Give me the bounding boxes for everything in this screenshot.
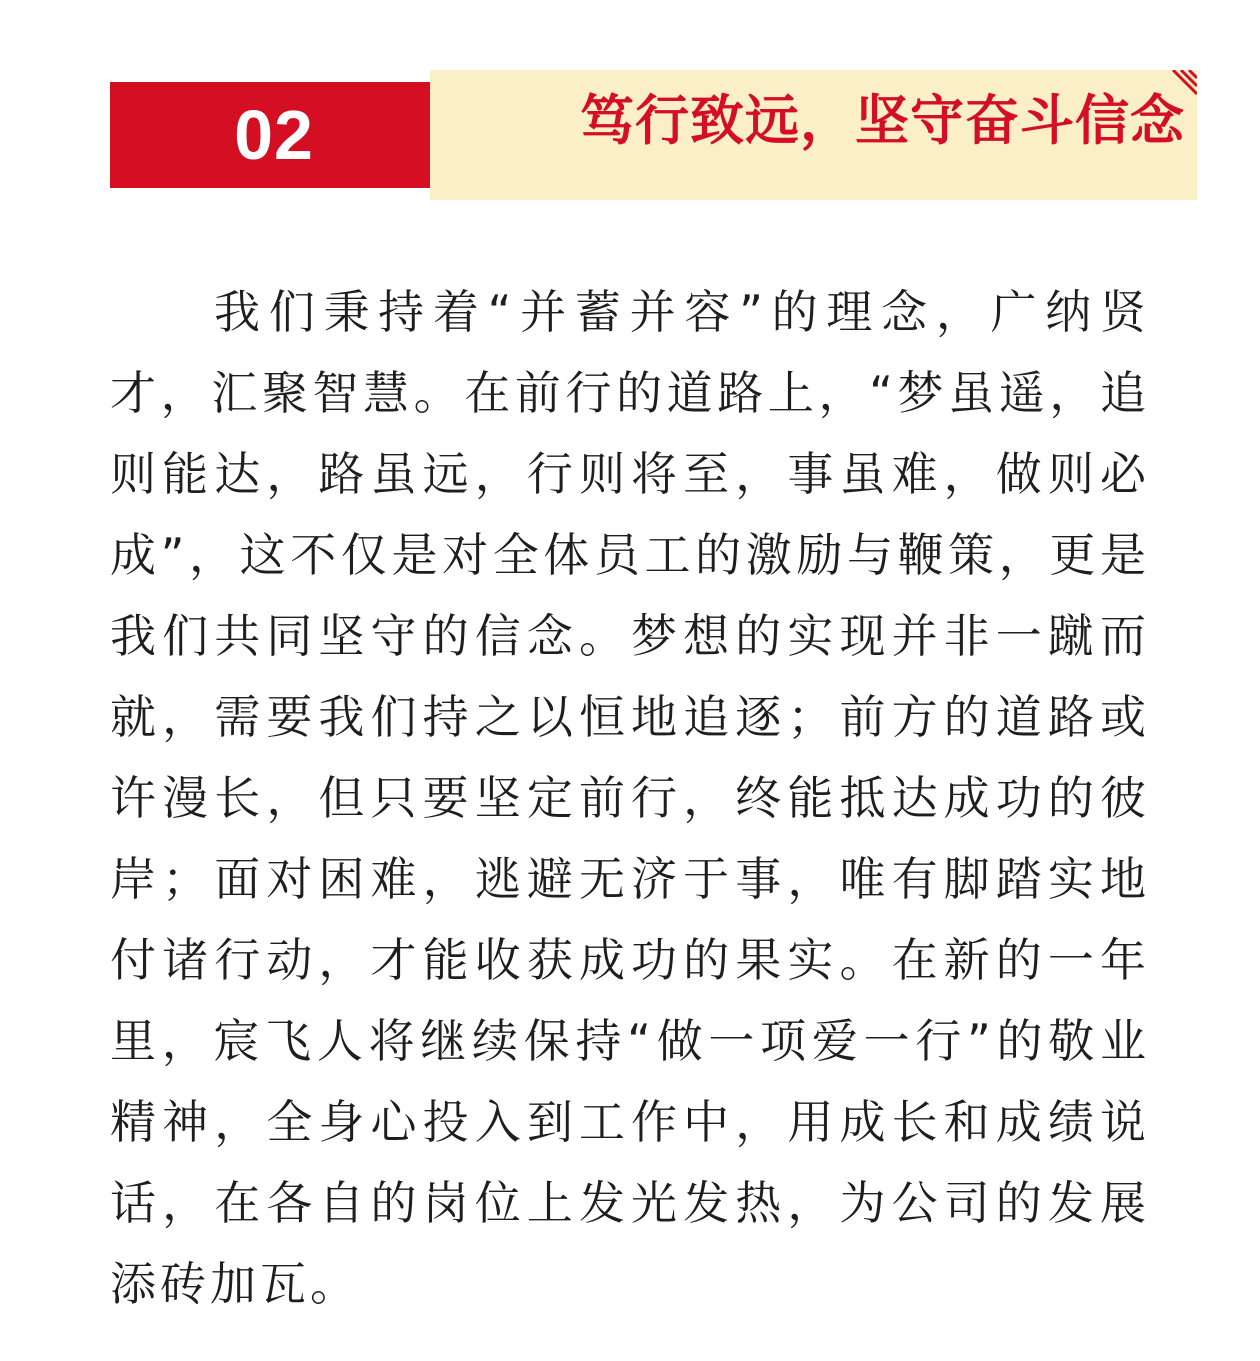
section-title-banner <box>430 70 1197 200</box>
section-number: 02 <box>234 96 314 174</box>
article-paragraph: 我们秉持着“并蓄并容”的理念，广纳贤才，汇聚智慧。在前行的道路上，“梦虽遥，追则能达，路虽远，行则将至，事虽难，做则必成”，这不仅是对全体员工的激励与鞭策，更是我们共同坚守的信念。梦想的实现并非一蹴而就，需要我们持之以恒地追逐；前方的道路或许漫长，但只要坚定前行，终能抵达成功的彼岸；面对困难，逃避无济于事，唯有脚踏实地付诸行动，才能收获成功的果实。在新的一年里，宸飞人将继续保持“做一项爱一行”的敬业精神，全身心投入到工作中，用成长和成绩说话，在各自的岗位上发光发热，为公司的发展添砖加瓦。 <box>110 285 1150 1311</box>
section-title: 笃行致远，坚守奋斗信念 <box>580 89 1185 152</box>
section-number-banner <box>110 82 430 188</box>
